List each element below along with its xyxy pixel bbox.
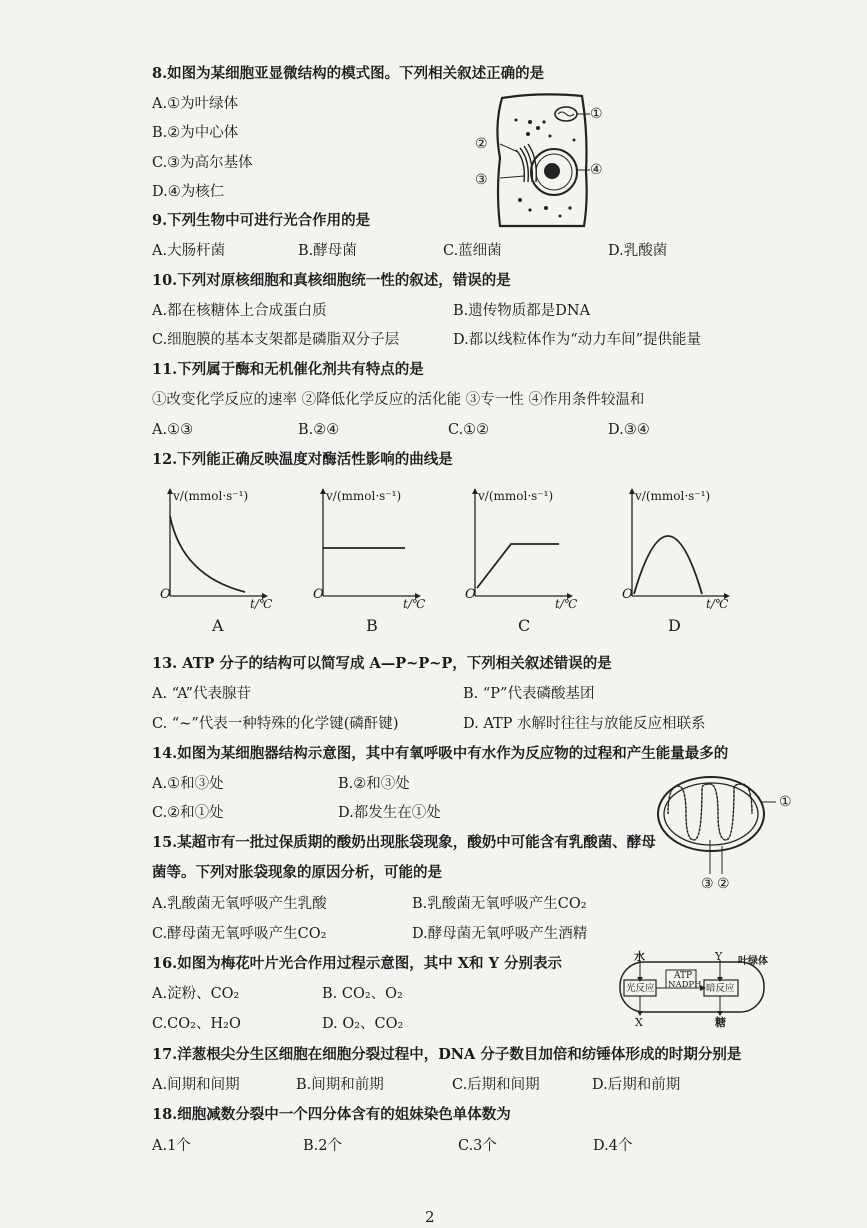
q10-stem: 10.下列对原核细胞和真核细胞统一性的叙述，错误的是 — [152, 272, 511, 289]
q8-option-b: B.②为中心体 — [152, 125, 239, 141]
q13-option-c: C. “~”代表一种特殊的化学键(磷酐键) — [152, 716, 399, 732]
q13-option-b: B. “P”代表磷酸基团 — [463, 686, 595, 702]
q10-option-b: B.遗传物质都是DNA — [453, 303, 591, 319]
q8-option-a: A.①为叶绿体 — [152, 96, 239, 112]
photo-nadph-label: NADPH — [668, 980, 702, 990]
graph-c-y-label: v/(mmol·s⁻¹) — [478, 489, 554, 503]
graph-a-y-label: v/(mmol·s⁻¹) — [173, 489, 249, 503]
q14-stem: 14.如图为某细胞器结构示意图，其中有氧呼吸中有水作为反应物的过程和产生能量最多的 — [152, 745, 729, 762]
q16-option-a: A.淀粉、CO₂ — [152, 986, 240, 1002]
q18-option-a: A.1个 — [152, 1138, 191, 1154]
q16-stem: 16.如图为梅花叶片光合作用过程示意图，其中 X和 Y 分别表示 — [152, 955, 562, 972]
cell-label-4: ④ — [590, 162, 603, 178]
cell-label-1: ① — [590, 106, 603, 122]
q16-option-d: D. O₂、CO₂ — [322, 1016, 404, 1032]
q8-stem: 8.如图为某细胞亚显微结构的模式图。下列相关叙述正确的是 — [152, 65, 545, 82]
q9-stem: 9.下列生物中可进行光合作用的是 — [152, 212, 371, 229]
q9-option-c: C.蓝细菌 — [443, 243, 502, 259]
graph-a-label: A — [212, 616, 224, 635]
graph-c-origin: O — [465, 587, 476, 602]
q14-option-b: B.②和③处 — [338, 776, 410, 792]
q11-stem: 11.下列属于酶和无机催化剂共有特点的是 — [152, 361, 424, 378]
q17-option-c: C.后期和间期 — [452, 1077, 540, 1093]
q15-stem-line1: 15.某超市有一批过保质期的酸奶出现胀袋现象，酸奶中可能含有乳酸菌、酵母 — [152, 834, 656, 851]
q15-stem-line2: 菌等。下列对胀袋现象的原因分析，可能的是 — [152, 864, 442, 881]
q14-option-c: C.②和①处 — [152, 805, 224, 821]
graph-d-x-label: t/℃ — [706, 597, 729, 611]
q15-option-a: A.乳酸菌无氧呼吸产生乳酸 — [152, 896, 327, 912]
mito-label-3: ③ — [701, 876, 714, 892]
graph-a-origin: O — [160, 587, 171, 602]
q9-option-b: B.酵母菌 — [298, 243, 357, 259]
cell-label-3: ③ — [475, 172, 488, 188]
q8-option-c: C.③为高尔基体 — [152, 155, 253, 171]
q18-stem: 18.细胞减数分裂中一个四分体含有的姐妹染色单体数为 — [152, 1106, 511, 1123]
q9-option-d: D.乳酸菌 — [608, 243, 668, 259]
graph-b-label: B — [366, 616, 378, 635]
photo-y-label: Y — [715, 950, 723, 963]
q11-option-d: D.③④ — [608, 422, 650, 438]
cell-structure-figure — [470, 92, 610, 232]
q18-option-b: B.2个 — [303, 1138, 342, 1154]
q12-stem: 12.下列能正确反映温度对酶活性影响的曲线是 — [152, 451, 453, 468]
q8-option-d: D.④为核仁 — [152, 184, 225, 200]
q10-option-d: D.都以线粒体作为“动力车间”提供能量 — [453, 332, 702, 348]
page-number: 2 — [425, 1208, 435, 1226]
graph-d-label: D — [668, 616, 681, 635]
q17-option-b: B.间期和前期 — [296, 1077, 384, 1093]
graph-c-label: C — [518, 616, 531, 635]
q18-option-d: D.4个 — [593, 1138, 633, 1154]
q15-option-c: C.酵母菌无氧呼吸产生CO₂ — [152, 926, 327, 942]
q11-option-a: A.①③ — [152, 422, 194, 438]
graph-b-origin: O — [313, 587, 324, 602]
photo-dark-reaction-label: 暗反应 — [706, 983, 735, 994]
q17-option-a: A.间期和间期 — [152, 1077, 240, 1093]
q13-option-a: A. “A”代表腺苷 — [152, 686, 251, 702]
photo-atp-label: ATP — [674, 971, 693, 981]
q16-option-c: C.CO₂、H₂O — [152, 1016, 241, 1032]
q16-option-b: B. CO₂、O₂ — [322, 986, 403, 1002]
q18-option-c: C.3个 — [458, 1138, 497, 1154]
q9-option-a: A.大肠杆菌 — [152, 243, 226, 259]
q17-option-d: D.后期和前期 — [592, 1077, 681, 1093]
graph-b-y-label: v/(mmol·s⁻¹) — [326, 489, 402, 503]
graph-c-x-label: t/℃ — [555, 597, 578, 611]
photo-sugar-label: 糖 — [715, 1016, 726, 1029]
photo-light-reaction-label: 光反应 — [626, 983, 655, 994]
q10-option-c: C.细胞膜的基本支架都是磷脂双分子层 — [152, 332, 400, 348]
q15-option-d: D.酵母菌无氧呼吸产生酒精 — [412, 926, 588, 942]
mito-label-1: ① — [779, 794, 792, 810]
q17-stem: 17.洋葱根尖分生区细胞在细胞分裂过程中，DNA 分子数目加倍和纺锤体形成的时期分别是 — [152, 1046, 742, 1063]
cell-label-2: ② — [475, 136, 488, 152]
mito-label-2: ② — [717, 876, 730, 892]
q13-stem: 13. ATP 分子的结构可以简写成 A—P~P~P，下列相关叙述错误的是 — [152, 655, 612, 672]
graph-d-origin: O — [622, 587, 633, 602]
photo-x-label: X — [635, 1016, 643, 1029]
q15-option-b: B.乳酸菌无氧呼吸产生CO₂ — [412, 896, 587, 912]
q13-option-d: D. ATP 水解时往往与放能反应相联系 — [463, 716, 706, 732]
photo-water-label: 水 — [634, 950, 645, 963]
q11-items: ①改变化学反应的速率 ②降低化学反应的活化能 ③专一性 ④作用条件较温和 — [152, 392, 645, 408]
graph-b-x-label: t/℃ — [403, 597, 426, 611]
photo-chloroplast-label: 叶绿体 — [738, 956, 768, 967]
q11-option-c: C.①② — [448, 422, 490, 438]
graph-d-y-label: v/(mmol·s⁻¹) — [635, 489, 711, 503]
graph-a-x-label: t/℃ — [250, 597, 273, 611]
q11-option-b: B.②④ — [298, 422, 340, 438]
q14-option-a: A.①和③处 — [152, 776, 224, 792]
q10-option-a: A.都在核糖体上合成蛋白质 — [152, 303, 327, 319]
q14-option-d: D.都发生在①处 — [338, 805, 441, 821]
